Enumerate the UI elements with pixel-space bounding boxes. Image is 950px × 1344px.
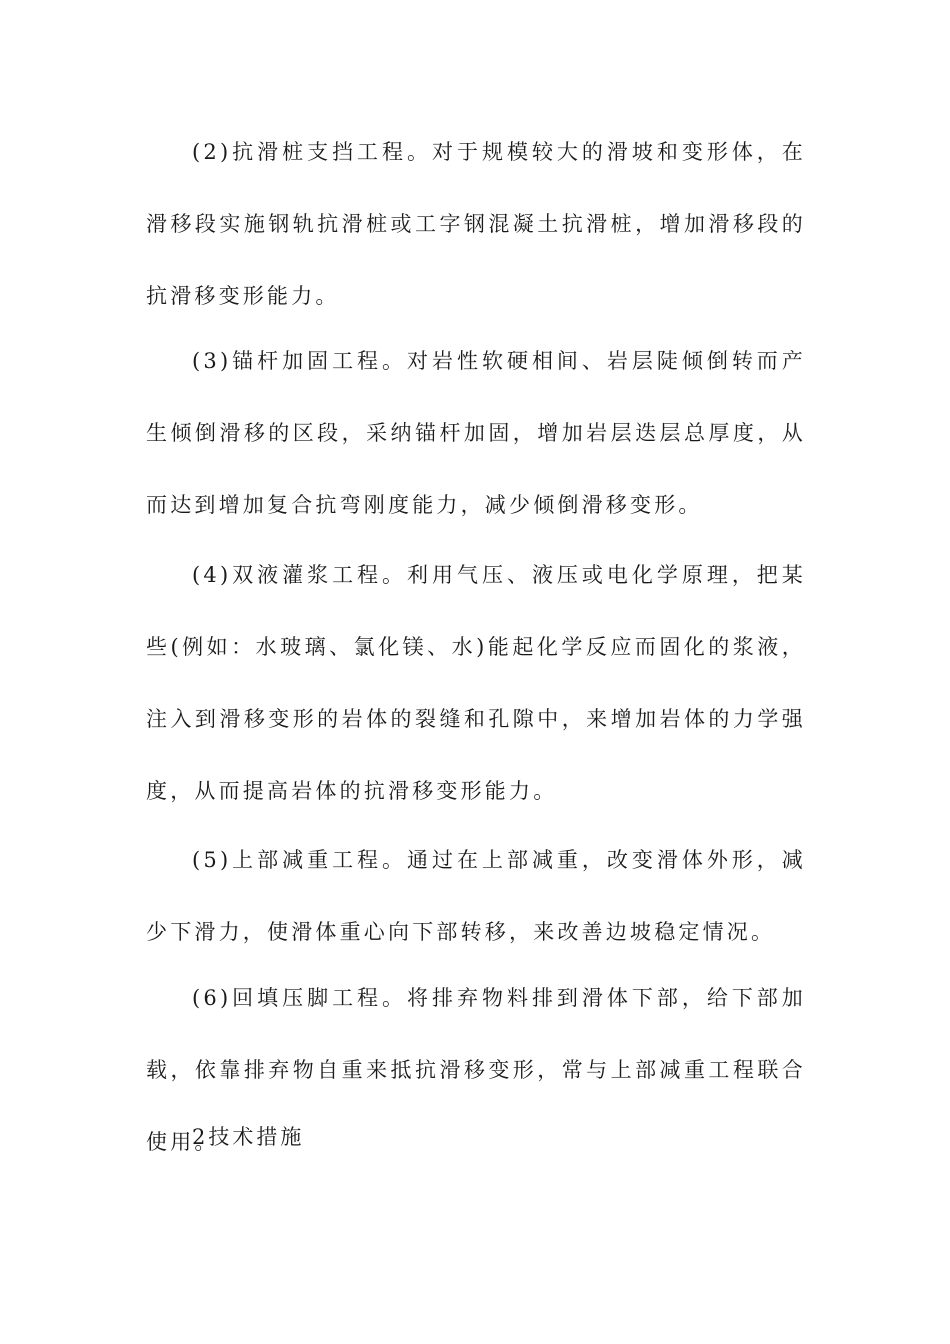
paragraph-top-weight-reduction: (5)上部减重工程。通过在上部减重，改变滑体外形，减少下滑力，使滑体重心向下部转移，来改善边坡稳定情况。 [146,848,806,944]
paragraph-anti-slide-pile: (2)抗滑桩支挡工程。对于规模较大的滑坡和变形体，在滑移段实施钢轨抗滑桩或工字钢混凝土抗滑桩，增加滑移段的抗滑移变形能力。 [146,140,806,308]
paragraph-backfill-toe-loading: (6)回填压脚工程。将排弃物料排到滑体下部，给下部加载，依靠排弃物自重来抵抗滑移变形，常与上部减重工程联合使用。 [146,986,806,1154]
paragraph-double-liquid-grouting: (4)双液灌浆工程。利用气压、液压或电化学原理，把某些(例如：水玻璃、氯化镁、水)能起化学反应而固化的浆液，注入到滑移变形的岩体的裂缝和孔隙中，来增加岩体的力学强度，从而提高岩体的抗滑移变形能力。 [146,563,806,803]
section-heading: 2技术措施 [192,1125,305,1149]
paragraph-anchor-reinforcement: (3)锚杆加固工程。对岩性软硬相间、岩层陡倾倒转而产生倾倒滑移的区段，采纳锚杆加固，增加岩层迭层总厚度，从而达到增加复合抗弯刚度能力，减少倾倒滑移变形。 [146,349,806,517]
